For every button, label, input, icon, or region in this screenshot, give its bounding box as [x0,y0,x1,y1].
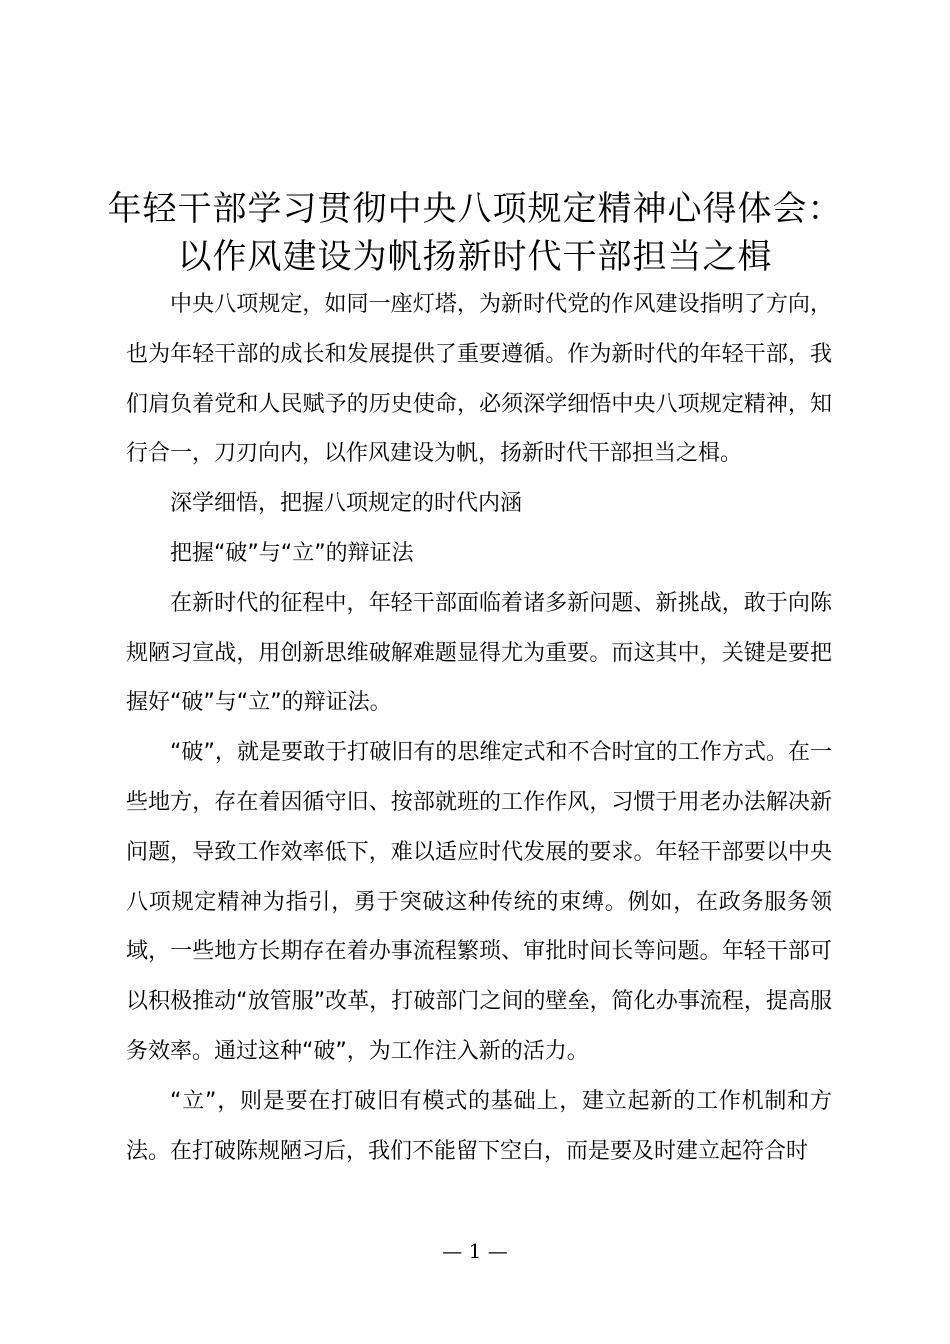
subsection-heading: 把握“破”与“立”的辩证法 [170,540,414,566]
paragraph-po: “破”，就是要敢于打破旧有的思维定式和不合时宜的工作方式。在一些地方，存在着因循守旧、按部就班的工作作风，习惯于用老办法解决新问题，导致工作效率低下，难以适应时代发展的要求。年轻干部要以中央八项规定精神为指引，勇于突破这种传统的束缚。例如，在政务服务领域，一些地方长期存在着办事流程繁琐、审批时间长等问题。年轻干部可以积极推动“放管服”改革，打破部门之间的壁垒，简化办事流程，提高服务效率。通过这种“破”，为工作注入新的活力。 [126,740,832,1064]
document-title-line-1: 年轻干部学习贯彻中央八项规定精神心得体会： [107,189,843,229]
paragraph-intro: 中央八项规定，如同一座灯塔，为新时代党的作风建设指明了方向，也为年轻干部的成长和发展提供了重要遵循。作为新时代的年轻干部，我们肩负着党和人民赋予的历史使命，必须深学细悟中央八项规定精神，知行合一，刀刃向内，以作风建设为帆，扬新时代干部担当之楫。 [126,292,832,467]
document-body [126,280,832,1176]
paragraph-context: 在新时代的征程中，年轻干部面临着诸多新问题、新挑战，敢于向陈规陋习宣战，用创新思维破解难题显得尤为重要。而这其中，关键是要把握好“破”与“立”的辩证法。 [126,590,832,716]
paragraph-li: “立”，则是要在打破旧有模式的基础上，建立起新的工作机制和方法。在打破陈规陋习后，我们不能留下空白，而是要及时建立起符合时 [126,1088,832,1164]
page-number: — 1 — [442,1239,508,1263]
section-heading: 深学细悟，把握八项规定的时代内涵 [170,491,523,517]
document-title-line-2: 以作风建设为帆扬新时代干部担当之楫 [177,237,773,277]
